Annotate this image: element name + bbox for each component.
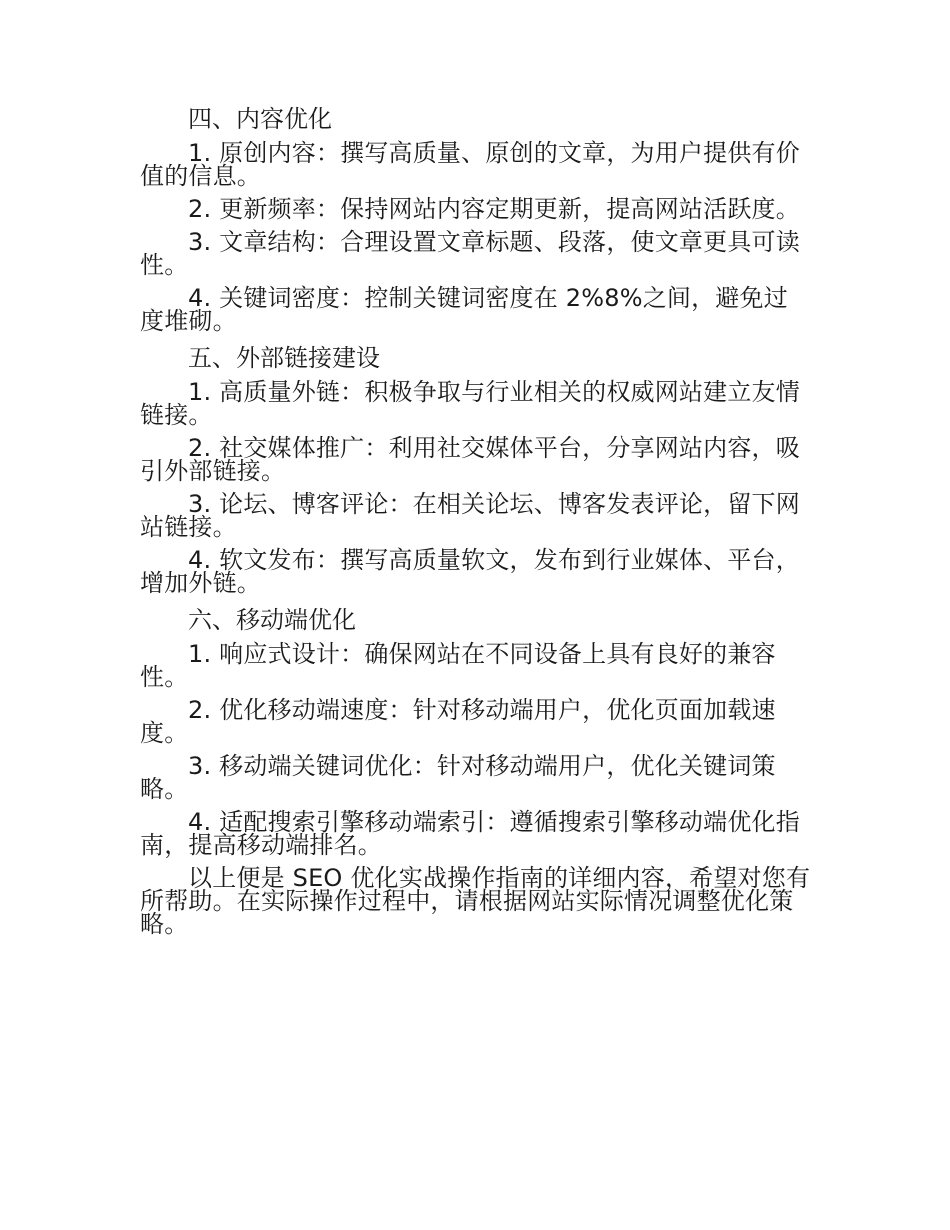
section-heading-content-optimization: 四、内容优化 — [188, 105, 332, 133]
paragraph-original-content: 1. 原创内容：撰写高质量、原创的文章，为用户提供有价值的信息。 — [140, 139, 800, 190]
paragraph-mobile-speed: 2. 优化移动端速度：针对移动端用户，优化页面加载速度。 — [140, 696, 776, 747]
document-body — [140, 104, 812, 946]
paragraph-article-structure: 3. 文章结构：合理设置文章标题、段落，使文章更具可读性。 — [140, 228, 800, 279]
paragraph-keyword-density: 4. 关键词密度：控制关键词密度在 2%8%之间，避免过度堆砌。 — [140, 284, 788, 335]
paragraph-update-frequency: 2. 更新频率：保持网站内容定期更新，提高网站活跃度。 — [188, 195, 800, 223]
paragraph-social-media: 2. 社交媒体推广：利用社交媒体平台，分享网站内容，吸引外部链接。 — [140, 434, 800, 485]
paragraph-conclusion: 以上便是 SEO 优化实战操作指南的详细内容，希望对您有所帮助。在实际操作过程中，请根据网站实际情况调整优化策略。 — [140, 864, 811, 938]
section-heading-external-links: 五、外部链接建设 — [188, 344, 380, 372]
paragraph-responsive-design: 1. 响应式设计：确保网站在不同设备上具有良好的兼容性。 — [140, 640, 776, 691]
paragraph-mobile-index: 4. 适配搜索引擎移动端索引：遵循搜索引擎移动端优化指南，提高移动端排名。 — [140, 808, 800, 859]
paragraph-soft-article: 4. 软文发布：撰写高质量软文，发布到行业媒体、平台，增加外链。 — [140, 546, 800, 597]
paragraph-forum-blog-comments: 3. 论坛、博客评论：在相关论坛、博客发表评论，留下网站链接。 — [140, 490, 800, 541]
section-heading-mobile-optimization: 六、移动端优化 — [188, 606, 356, 634]
paragraph-quality-backlinks: 1. 高质量外链：积极争取与行业相关的权威网站建立友情链接。 — [140, 378, 800, 429]
paragraph-mobile-keywords: 3. 移动端关键词优化：针对移动端用户，优化关键词策略。 — [140, 752, 776, 803]
